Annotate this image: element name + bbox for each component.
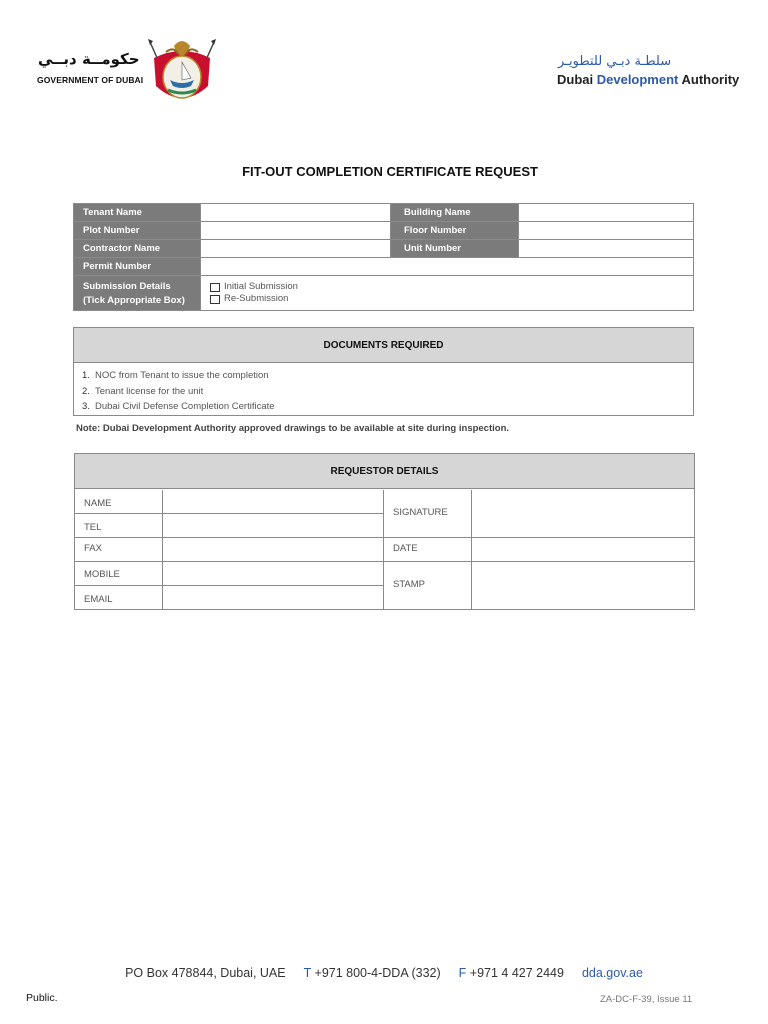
- signature-field[interactable]: [472, 490, 694, 538]
- dubai-emblem-icon: [144, 36, 220, 110]
- submission-details-label: [74, 276, 201, 311]
- unit-number-field[interactable]: [519, 240, 694, 258]
- list-number: 3.: [82, 401, 90, 412]
- name-label: NAME: [75, 490, 163, 514]
- list-item: [82, 368, 693, 384]
- footer-fax: +971 4 427 2449: [469, 966, 564, 980]
- gov-english-text: GOVERNMENT OF DUBAI: [37, 75, 144, 85]
- footer-address: PO Box 478844, Dubai, UAE: [125, 966, 286, 980]
- submission-details-hint: (Tick Appropriate Box): [83, 295, 185, 306]
- footer-contact: [0, 966, 768, 980]
- tel-label: TEL: [75, 514, 163, 538]
- gov-arabic-text: حكومــة دبــي: [38, 50, 140, 68]
- footer-website-link[interactable]: dda.gov.ae: [581, 966, 643, 980]
- stamp-field[interactable]: [472, 562, 694, 609]
- email-field[interactable]: [163, 586, 384, 609]
- stamp-label: STAMP: [384, 562, 472, 609]
- list-number: 2.: [82, 385, 90, 397]
- fax-prefix: F: [458, 966, 467, 980]
- submission-details-title: Submission Details: [83, 281, 171, 292]
- tenant-details-table: [73, 203, 694, 311]
- fax-label: FAX: [75, 538, 163, 562]
- unit-number-label: Unit Number: [391, 240, 519, 258]
- plot-number-label: Plot Number: [74, 222, 201, 240]
- dda-word-authority: Authority: [678, 72, 740, 87]
- mobile-label: MOBILE: [75, 562, 163, 586]
- table-row: [74, 276, 694, 311]
- fax-field[interactable]: [163, 538, 384, 562]
- building-name-label: Building Name: [391, 204, 519, 222]
- tel-field[interactable]: [163, 514, 384, 538]
- documents-required-section: [73, 327, 694, 416]
- list-text: Dubai Civil Defense Completion Certificate: [95, 401, 275, 412]
- table-row: [74, 258, 694, 276]
- list-item: [82, 399, 693, 415]
- list-text: Tenant license for the unit: [95, 385, 204, 397]
- permit-number-field[interactable]: [201, 258, 694, 276]
- floor-number-field[interactable]: [519, 222, 694, 240]
- submission-type-options: [201, 276, 694, 311]
- building-name-field[interactable]: [519, 204, 694, 222]
- documents-required-heading: DOCUMENTS REQUIRED: [74, 328, 693, 363]
- re-submission-checkbox[interactable]: [210, 295, 220, 304]
- documents-list: [74, 363, 693, 415]
- phone-prefix: T: [303, 966, 312, 980]
- list-text: NOC from Tenant to issue the completion: [95, 370, 269, 381]
- footer-phone: +971 800-4-DDA (332): [314, 966, 441, 980]
- initial-submission-checkbox[interactable]: [210, 283, 220, 292]
- list-number: 1.: [82, 370, 90, 381]
- table-row: [74, 222, 694, 240]
- table-row: [74, 240, 694, 258]
- date-label: DATE: [384, 538, 472, 562]
- requestor-details-heading: REQUESTOR DETAILS: [75, 454, 694, 489]
- contractor-name-label: Contractor Name: [74, 240, 201, 258]
- floor-number-label: Floor Number: [391, 222, 519, 240]
- table-row: [74, 204, 694, 222]
- inspection-note: Note: Dubai Development Authority approved drawings to be available at site during inspection.: [76, 423, 510, 434]
- plot-number-field[interactable]: [201, 222, 391, 240]
- initial-submission-option[interactable]: [201, 281, 693, 293]
- name-field[interactable]: [163, 490, 384, 514]
- signature-label: SIGNATURE: [384, 490, 472, 538]
- permit-number-label: Permit Number: [74, 258, 201, 276]
- dda-arabic-text: سلطـة دبـي للتطويـر: [558, 54, 672, 69]
- dda-word-development: Development: [596, 72, 679, 87]
- contractor-name-field[interactable]: [201, 240, 391, 258]
- tenant-name-field[interactable]: [201, 204, 391, 222]
- email-label: EMAIL: [75, 586, 163, 609]
- dda-word-dubai: Dubai: [557, 72, 597, 87]
- requestor-details-section: [74, 453, 695, 610]
- re-submission-option[interactable]: [201, 293, 693, 305]
- form-title: FIT-OUT COMPLETION CERTIFICATE REQUEST: [242, 164, 538, 179]
- list-item: [82, 384, 693, 400]
- dda-english-text: [557, 72, 739, 87]
- tenant-name-label: Tenant Name: [74, 204, 201, 222]
- mobile-field[interactable]: [163, 562, 384, 586]
- form-code: ZA-DC-F-39, Issue 11: [600, 994, 693, 1005]
- date-field[interactable]: [472, 538, 694, 562]
- classification-label: Public.: [26, 992, 58, 1004]
- initial-submission-label: Initial Submission: [224, 281, 298, 292]
- re-submission-label: Re-Submission: [224, 293, 289, 304]
